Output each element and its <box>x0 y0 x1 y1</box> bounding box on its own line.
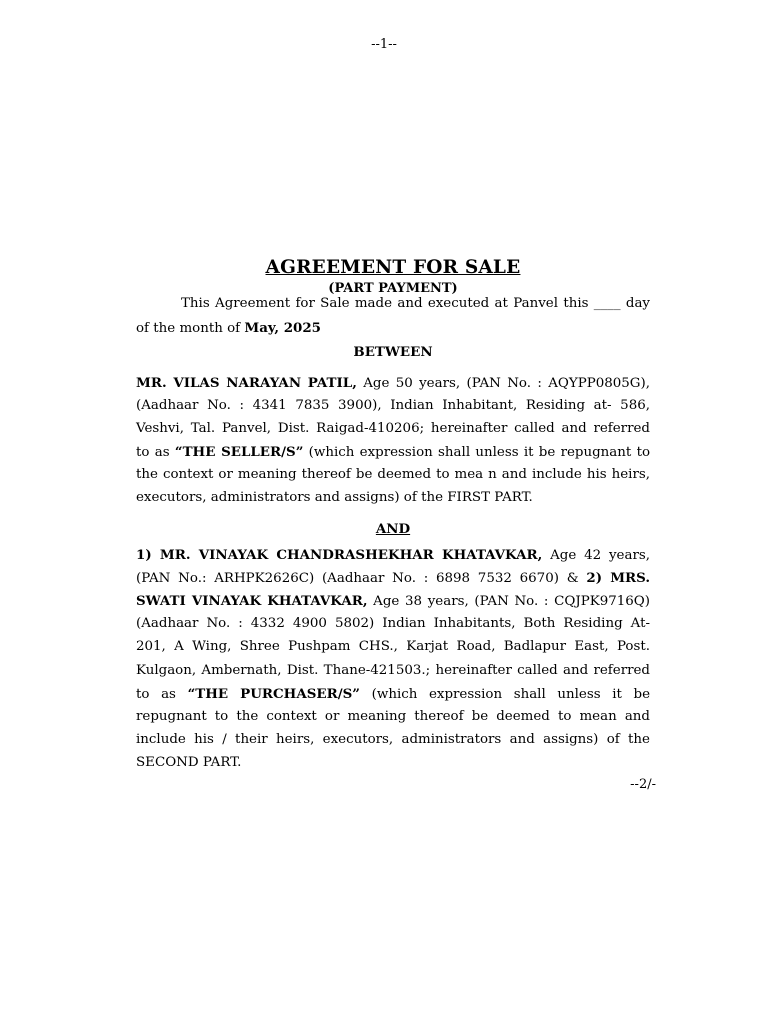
between-heading: BETWEEN <box>353 344 433 360</box>
purchaser-line <box>136 592 650 611</box>
purchaser-line-text: to as <box>136 687 188 702</box>
document-title: AGREEMENT FOR SALE <box>265 257 521 278</box>
intro-line-2 <box>136 319 650 338</box>
seller-line: Veshvi, Tal. Panvel, Dist. Raigad-410206; hereinafter called and referred <box>136 421 650 436</box>
purchaser-line: Kulgaon, Ambernath, Dist. Thane-421503.; hereinafter called and referred <box>136 663 650 678</box>
seller-line-text: (which expression shall unless it be repugnant to <box>303 445 651 460</box>
document-subtitle: (PART PAYMENT) <box>328 281 458 296</box>
purchaser-line-text: (which expression shall unless it be <box>360 687 651 702</box>
purchaser-line: SECOND PART. <box>136 755 242 770</box>
seller-line: (Aadhaar No. : 4341 7835 3900), Indian Inhabitant, Residing at- 586, <box>136 398 650 413</box>
purchaser-line: repugnant to the context or meaning thereof be deemed to mean and <box>136 709 650 724</box>
purchaser-line <box>136 685 650 704</box>
intro-month-prefix: of the month of <box>136 321 245 336</box>
and-heading: AND <box>375 521 411 537</box>
purchaser-designation: “THE PURCHASER/S” <box>187 686 360 702</box>
seller-line-text: to as <box>136 445 175 460</box>
purchaser-line-text: Age 42 years, <box>542 548 650 563</box>
seller-line <box>136 374 650 393</box>
purchaser-line-text: (PAN No.: ARHPK2626C) (Aadhaar No. : 6898 7532 6670) & <box>136 571 587 586</box>
seller-line: the context or meaning thereof be deemed to mea n and include his heirs, <box>136 467 650 482</box>
next-page-marker: --2/- <box>630 777 656 792</box>
purchaser-line-text: Age 38 years, (PAN No. : CQJPK9716Q) <box>367 594 650 609</box>
purchaser-line: include his / their heirs, executors, administrators and assigns) of the <box>136 732 650 747</box>
purchaser-2-name: SWATI VINAYAK KHATAVKAR, <box>136 593 368 609</box>
seller-designation: “THE SELLER/S” <box>174 444 304 460</box>
seller-line <box>136 443 650 462</box>
seller-line: executors, administrators and assigns) of the FIRST PART. <box>136 490 533 505</box>
purchaser-2-prefix: 2) MRS. <box>586 570 651 586</box>
purchaser-line <box>136 546 650 565</box>
purchaser-line: (Aadhaar No. : 4332 4900 5802) Indian Inhabitants, Both Residing At- <box>136 616 650 631</box>
purchaser-line: 201, A Wing, Shree Pushpam CHS., Karjat Road, Badlapur East, Post. <box>136 639 650 654</box>
seller-line-text: Age 50 years, (PAN No. : AQYPP0805G), <box>356 376 650 391</box>
agreement-date: May, 2025 <box>244 320 321 336</box>
seller-name: MR. VILAS NARAYAN PATIL, <box>136 375 357 391</box>
purchaser-line <box>136 569 650 588</box>
intro-line-1: This Agreement for Sale made and executed at Panvel this ____ day <box>181 296 650 311</box>
page-number-top: --1-- <box>371 37 397 52</box>
purchaser-1-name: 1) MR. VINAYAK CHANDRASHEKHAR KHATAVKAR, <box>136 547 543 563</box>
